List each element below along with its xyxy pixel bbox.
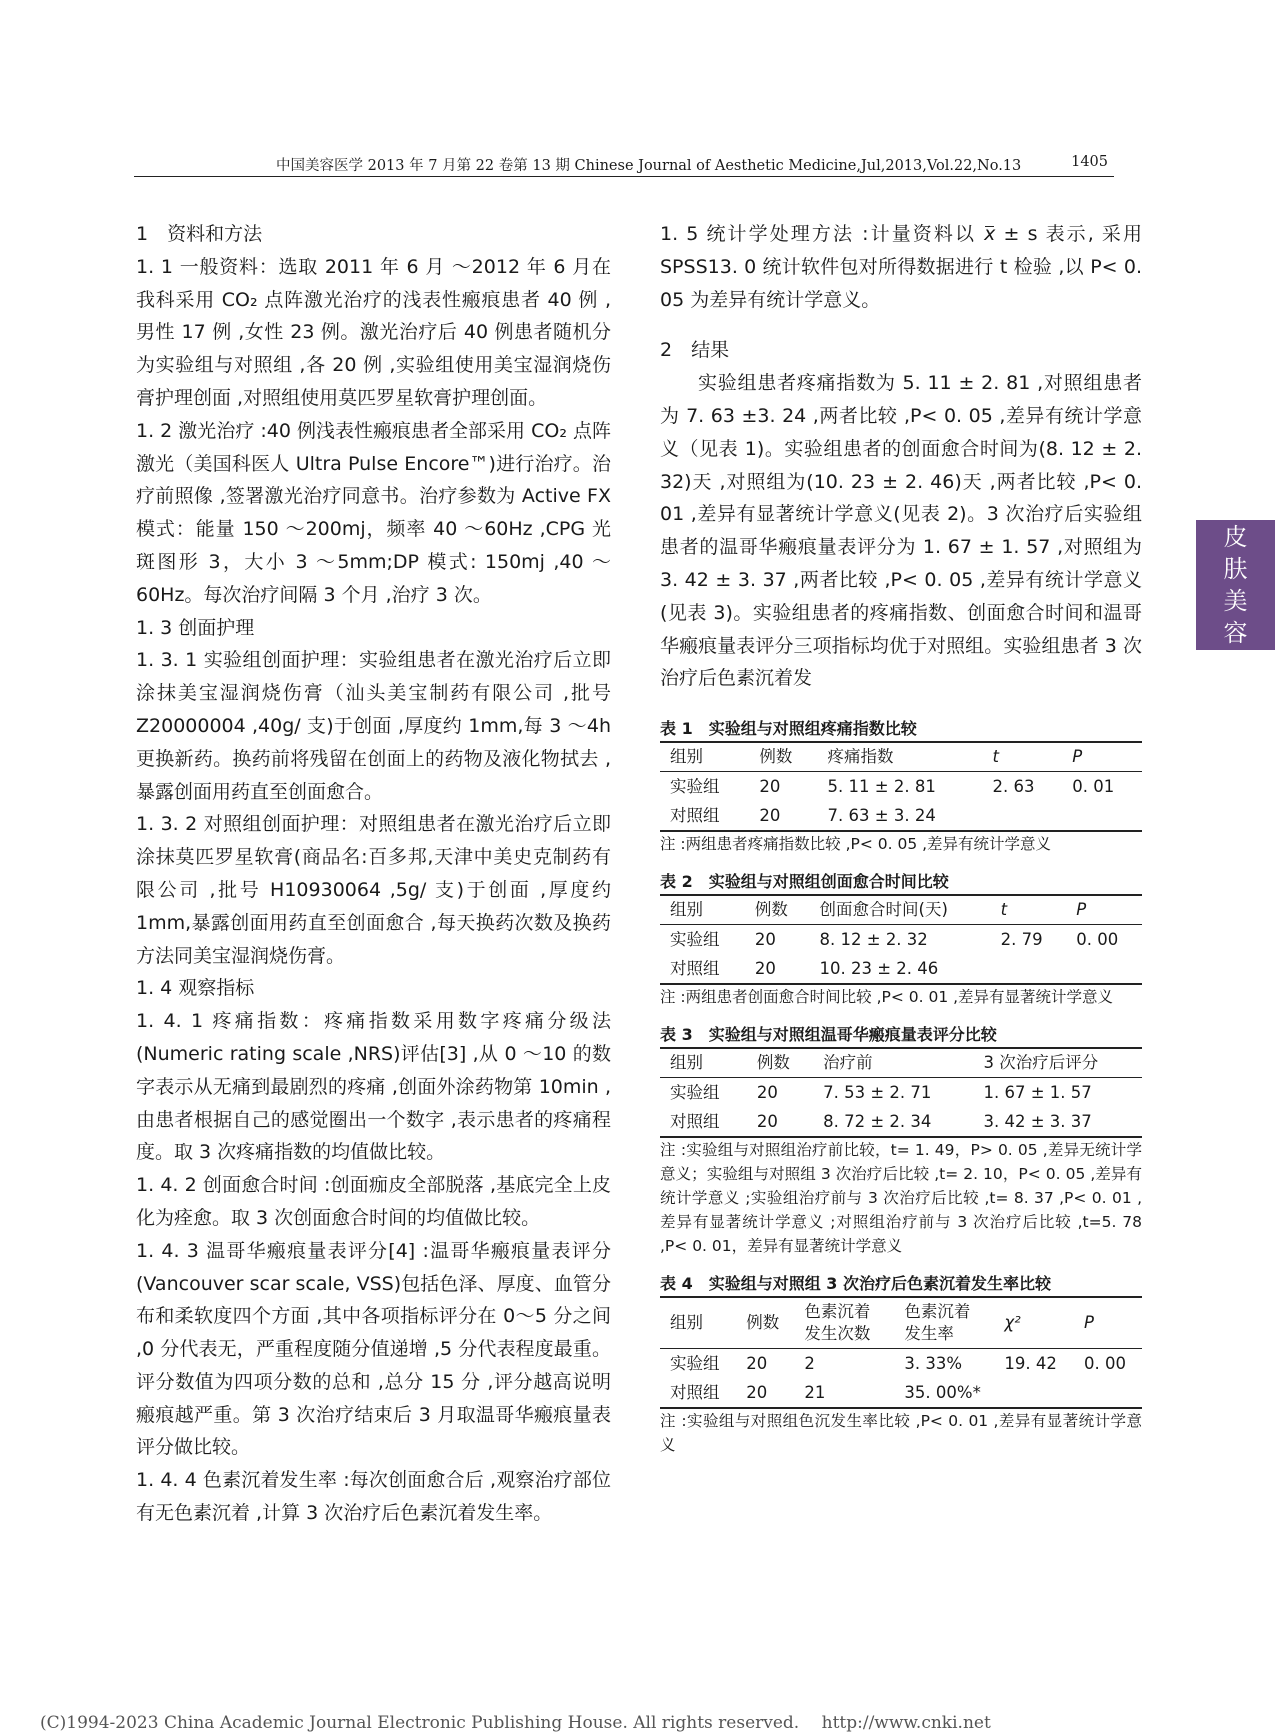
right-column: [660, 218, 1142, 1457]
section-tab-char: 肤: [1223, 555, 1248, 583]
table-header: 色素沉着发生次数: [794, 1297, 894, 1349]
table-cell: 8. 12 ± 2. 32: [819, 930, 928, 950]
table-title: 表 3 实验组与对照组温哥华瘢痕量表评分比较: [660, 1025, 997, 1045]
journal-citation: 中国美容医学 2013 年 7 月第 22 卷第 13 期 Chinese Journal of Aesthetic Medicine,Jul,2013,Vol.22,No.13: [276, 158, 1022, 174]
paragraph-statistics: 1. 5 统计学处理方法 :计量资料以 x ± s 表示, 采用 SPSS13. 0 统计软件包对所得数据进行 t 检验 ,以 P< 0. 05 为差异有统计学意义。: [660, 223, 1142, 311]
paragraph-pigmentation: 1. 4. 4 色素沉着发生率 :每次创面愈合后 ,观察治疗部位有无色素沉着 ,计算 3 次治疗后色素沉着发生率。: [136, 1469, 611, 1525]
paragraph-vss: 1. 4. 3 温哥华瘢痕量表评分[4] :温哥华瘢痕量表评分(Vancouver scar scale, VSS)包括色泽、厚度、血管分布和柔软度四个方面 ,其中各项指标评分在 0～5 分之间 ,0 分代表无，严重程度随分值递增 ,5 分代表程度最重。评分数值为四项分数的总和 ,总分 15 分 ,评分越高说明瘢痕越严重。第 3 次治疗结束后 3 月取温哥华瘢痕量表评分做比较。: [136, 1239, 611, 1459]
section-tab: [1196, 520, 1275, 650]
table-cell: 实验组: [670, 777, 720, 797]
subheading-wound-care: 1. 3 创面护理: [136, 616, 255, 639]
table-4: [660, 1272, 1142, 1457]
table-cell: 实验组: [670, 1354, 720, 1374]
table-header: χ²: [994, 1297, 1074, 1349]
section-heading-methods: 1 资料和方法: [136, 223, 263, 245]
left-column: [136, 218, 611, 1530]
running-head: [134, 152, 1114, 177]
table-title: 表 4 实验组与对照组 3 次治疗后色素沉着发生率比较: [660, 1274, 1051, 1294]
section-heading-results: 2 结果: [660, 339, 730, 362]
table-cell: [1074, 1378, 1142, 1408]
paragraph-control-care: 1. 3. 2 对照组创面护理：对照组患者在激光治疗后立即涂抹莫匹罗星软膏(商品名:百多邦,天津中美史克制药有限公司 ,批号 H10930064 ,5g/ 支)于创面 ,厚度约 1mm,暴露创面用药直至创面愈合 ,每天换药次数及换药方法同美宝湿润烧伤膏。: [136, 813, 611, 967]
table-header: 例数: [749, 742, 817, 772]
table-cell: 5. 11 ± 2. 81: [827, 777, 936, 797]
table-cell: 21: [794, 1378, 894, 1408]
table-cell: 实验组: [670, 930, 720, 950]
table-cell: 20: [747, 1107, 813, 1137]
table-cell: 20: [736, 1378, 794, 1408]
table-cell: 0. 00: [1083, 1354, 1126, 1374]
mean-symbol: x: [984, 223, 996, 245]
table-cell: 2. 63: [992, 777, 1035, 797]
paragraph-experimental-care: 1. 3. 1 实验组创面护理：实验组患者在激光治疗后立即涂抹美宝湿润烧伤膏（汕头美宝制药有限公司 ,批号 Z20000004 ,40g/ 支)于创面 ,厚度约 1mm,每 3 ～4h 更换新药。换药前将残留在创面上的药物及液化物拭去 ,暴露创面用药直至创面愈合。: [136, 649, 611, 803]
table-cell: [991, 954, 1067, 984]
table-cell: 10. 23 ± 2. 46: [810, 954, 991, 984]
table-cell: 20: [746, 1354, 768, 1374]
table-cell: 20: [756, 1083, 778, 1103]
table-cell: [1062, 801, 1142, 831]
table-header: P: [1074, 1297, 1142, 1349]
table-header: 色素沉着发生率: [894, 1297, 994, 1349]
table-3: [660, 1023, 1142, 1258]
table-cell: 3. 33%: [904, 1354, 963, 1374]
table-cell: 0. 01: [1072, 777, 1115, 797]
table-cell: 20: [749, 801, 817, 831]
table-note: 注 :实验组与对照组色沉发生率比较 ,P< 0. 01 ,差异有显著统计学意义: [660, 1412, 1142, 1455]
table-cell: 1. 67 ± 1. 57: [983, 1083, 1092, 1103]
table-header: 治疗前: [813, 1048, 973, 1078]
table-row: [660, 925, 1142, 955]
table-header: t: [983, 742, 1063, 772]
table-cell: 20: [754, 930, 776, 950]
table-cell: 2. 79: [1000, 930, 1043, 950]
table-row: [660, 1349, 1142, 1379]
table-1: [660, 717, 1142, 856]
paragraph-general-data: 1. 1 一般资料：选取 2011 年 6 月 ～2012 年 6 月在我科采用 CO₂ 点阵激光治疗的浅表性瘢痕患者 40 例 ,男性 17 例 ,女性 23 例。激光治疗后 40 例患者随机分为实验组与对照组 ,各 20 例 ,实验组使用美宝湿润烧伤膏护理创面 ,对照组使用莫匹罗星软膏护理创面。: [136, 255, 611, 409]
table-note: 注 :两组患者疼痛指数比较 ,P< 0. 05 ,差异有统计学意义: [660, 835, 1052, 854]
page-number: 1405: [1071, 154, 1108, 170]
table-cell: 20: [745, 954, 810, 984]
table-note: 注 :实验组与对照组治疗前比较，t= 1. 49，P> 0. 05 ,差异无统计学意义；实验组与对照组 3 次治疗后比较 ,t= 2. 10，P< 0. 05 ,差异有统计学意义 ;实验组治疗前与 3 次治疗后比较 ,t= 8. 37 ,P< 0. 01 ,差异有显著统计学意义 ;对照组治疗前与 3 次治疗后比较 ,t=5. 78 ,P< 0. 01，差异有显著统计学意义: [660, 1141, 1142, 1256]
table-cell: 0. 00: [1076, 930, 1119, 950]
copyright-footer: (C)1994-2023 China Academic Journal Electronic Publishing House. All rights reserved. http://www.cnki.net: [40, 1713, 991, 1733]
table-2: [660, 870, 1142, 1009]
table-row: [660, 1378, 1142, 1408]
table-cell: 实验组: [670, 1083, 720, 1103]
table-note: 注 :两组患者创面愈合时间比较 ,P< 0. 01 ,差异有显著统计学意义: [660, 988, 1114, 1007]
paragraph-laser-treatment: 1. 2 激光治疗 :40 例浅表性瘢痕患者全部采用 CO₂ 点阵激光（美国科医人 Ultra Pulse Encore™)进行治疗。治疗前照像 ,签署激光治疗同意书。治疗参数为 Active FX 模式：能量 150 ～200mj，频率 40 ～60Hz ,CPG 光斑图形 3，大小 3 ～5mm;DP 模式: 150mj ,40 ～60Hz。每次治疗间隔 3 个月 ,治疗 3 次。: [136, 419, 611, 606]
section-tab-char: 容: [1223, 619, 1248, 647]
section-tab-char: 皮: [1223, 523, 1248, 551]
table-header: 3 次治疗后评分: [974, 1048, 1143, 1078]
paragraph-results: 实验组患者疼痛指数为 5. 11 ± 2. 81 ,对照组患者为 7. 63 ±3. 24 ,两者比较 ,P< 0. 05 ,差异有统计学意义（见表 1)。实验组患者的创面愈合时间为(8. 12 ± 2. 32)天 ,对照组为(10. 23 ± 2. 46)天 ,两者比较 ,P< 0. 01 ,差异有显著统计学意义(见表 2)。3 次治疗后实验组患者的温哥华瘢痕量表评分为 1. 67 ± 1. 57 ,对照组为 3. 42 ± 3. 37 ,两者比较 ,P< 0. 05 ,差异有统计学意义(见表 3)。实验组患者的疼痛指数、创面愈合时间和温哥华瘢痕量表评分三项指标均优于对照组。实验组患者 3 次治疗后色素沉着发: [660, 372, 1142, 690]
table-cell: 7. 63 ± 3. 24: [818, 801, 983, 831]
table-cell: 对照组: [660, 1378, 736, 1408]
table-header: 组别: [660, 1048, 747, 1078]
table-cell: [994, 1378, 1074, 1408]
table-header: 组别: [660, 742, 749, 772]
table-header: 创面愈合时间(天): [810, 895, 991, 925]
table-header: 例数: [747, 1048, 813, 1078]
table-cell: 8. 72 ± 2. 34: [813, 1107, 973, 1137]
table-row: [660, 1078, 1142, 1108]
paragraph-healing-time: 1. 4. 2 创面愈合时间 :创面痂皮全部脱落 ,基底完全上皮化为痊愈。取 3 次创面愈合时间的均值做比较。: [136, 1174, 611, 1229]
table-cell: 7. 53 ± 2. 71: [823, 1083, 932, 1103]
table-header: 组别: [660, 1297, 736, 1349]
paragraph-pain-index: 1. 4. 1 疼痛指数：疼痛指数采用数字疼痛分级法(Numeric rating scale ,NRS)评估[3] ,从 0 ～10 的数字表示从无痛到最剧烈的疼痛 ,创面外涂药物第 10min ,由患者根据自己的感觉圈出一个数字 ,表示患者的疼痛程度。取 3 次疼痛指数的均值做比较。: [136, 1010, 611, 1164]
table-title: 表 2 实验组与对照组创面愈合时间比较: [660, 872, 949, 892]
table-cell: 对照组: [660, 954, 745, 984]
subheading-indicators: 1. 4 观察指标: [136, 977, 255, 1000]
table-cell: [983, 801, 1063, 831]
table-cell: 19. 42: [1004, 1354, 1057, 1374]
table-row: [660, 772, 1142, 802]
section-tab-char: 美: [1223, 587, 1248, 615]
table-header: t: [991, 895, 1067, 925]
table-header: P: [1066, 895, 1142, 925]
table-cell: 35. 00%*: [894, 1378, 994, 1408]
table-row: [660, 801, 1142, 831]
table-header: 例数: [736, 1297, 794, 1349]
table-title: 表 1 实验组与对照组疼痛指数比较: [660, 719, 917, 739]
table-cell: 对照组: [660, 801, 749, 831]
table-cell: 20: [759, 777, 781, 797]
table-row: [660, 954, 1142, 984]
table-header: 例数: [745, 895, 810, 925]
table-cell: 3. 42 ± 3. 37: [974, 1107, 1143, 1137]
table-header: 疼痛指数: [818, 742, 983, 772]
table-header: P: [1062, 742, 1142, 772]
table-row: [660, 1107, 1142, 1137]
table-cell: [1066, 954, 1142, 984]
table-header: 组别: [660, 895, 745, 925]
table-cell: 对照组: [660, 1107, 747, 1137]
table-cell: 2: [804, 1354, 815, 1374]
